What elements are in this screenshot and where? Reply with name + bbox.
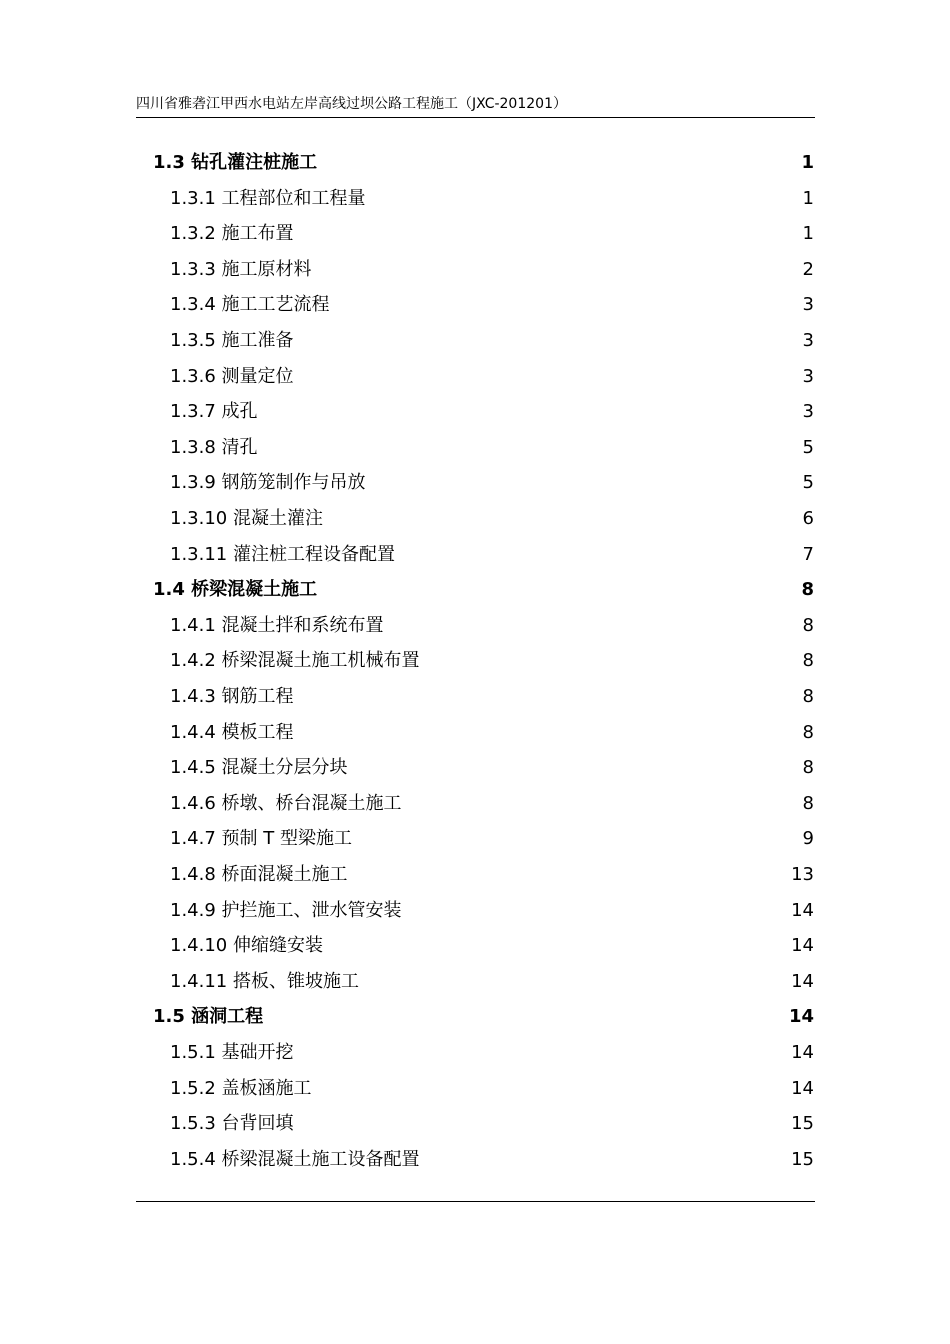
page-header: 四川省雅砻江甲西水电站左岸高线过坝公路工程施工（JXC-201201） [136,96,567,112]
toc-subsection-entry[interactable] [170,824,814,854]
toc-entry-title: 1.4.8 桥面混凝土施工 [170,864,348,885]
toc-entry-page-number: 8 [802,650,814,671]
toc-entry-title: 1.3.8 清孔 [170,437,258,458]
toc-subsection-entry[interactable] [170,789,814,819]
toc-entry-page-number: 3 [802,366,814,387]
toc-entry-page-number: 14 [791,935,814,956]
toc-entry-title: 1.3.3 施工原材料 [170,259,312,280]
toc-subsection-entry[interactable] [170,967,814,997]
toc-subsection-entry[interactable] [170,611,814,641]
toc-subsection-entry[interactable] [170,646,814,676]
toc-entry-title: 1.5 涵洞工程 [153,1006,264,1027]
toc-entry-page-number: 14 [791,971,814,992]
toc-entry-title: 1.4.2 桥梁混凝土施工机械布置 [170,650,420,671]
toc-subsection-entry[interactable] [170,860,814,890]
toc-entry-title: 1.4.1 混凝土拌和系统布置 [170,615,384,636]
toc-entry-page-number: 7 [802,544,814,565]
toc-subsection-entry[interactable] [170,1038,814,1068]
toc-entry-page-number: 1 [802,188,814,209]
toc-entry-page-number: 3 [802,401,814,422]
toc-entry-title: 1.5.4 桥梁混凝土施工设备配置 [170,1149,420,1170]
toc-entry-title: 1.4.5 混凝土分层分块 [170,757,348,778]
toc-entry-title: 1.3.7 成孔 [170,401,258,422]
toc-subsection-entry[interactable] [170,184,814,214]
toc-entry-title: 1.3.11 灌注桩工程设备配置 [170,544,395,565]
toc-entry-page-number: 14 [791,1042,814,1063]
toc-entry-page-number: 8 [801,579,814,600]
footer-divider [136,1201,815,1202]
toc-subsection-entry[interactable] [170,1145,814,1175]
toc-entry-page-number: 8 [802,686,814,707]
toc-subsection-entry[interactable] [170,468,814,498]
toc-entry-title: 1.5.3 台背回填 [170,1113,294,1134]
toc-entry-title: 1.4.11 搭板、锥坡施工 [170,971,359,992]
toc-subsection-entry[interactable] [170,931,814,961]
toc-entry-page-number: 8 [802,615,814,636]
toc-subsection-entry[interactable] [170,718,814,748]
toc-entry-page-number: 14 [788,1006,814,1027]
toc-entry-page-number: 3 [802,294,814,315]
toc-entry-title: 1.5.2 盖板涵施工 [170,1078,312,1099]
toc-entry-title: 1.3.5 施工准备 [170,330,294,351]
toc-entry-title: 1.4.6 桥墩、桥台混凝土施工 [170,793,402,814]
toc-subsection-entry[interactable] [170,326,814,356]
toc-entry-page-number: 14 [791,900,814,921]
toc-entry-page-number: 8 [802,722,814,743]
toc-subsection-entry[interactable] [170,896,814,926]
toc-entry-page-number: 8 [802,793,814,814]
toc-entry-title: 1.3 钻孔灌注桩施工 [153,152,318,173]
toc-section-entry[interactable] [153,148,814,178]
toc-section-entry[interactable] [153,575,814,605]
toc-entry-page-number: 3 [802,330,814,351]
toc-entry-page-number: 13 [791,864,814,885]
toc-subsection-entry[interactable] [170,290,814,320]
header-divider [136,117,815,118]
toc-entry-title: 1.4 桥梁混凝土施工 [153,579,318,600]
toc-subsection-entry[interactable] [170,219,814,249]
toc-entry-title: 1.3.1 工程部位和工程量 [170,188,366,209]
toc-entry-title: 1.4.10 伸缩缝安装 [170,935,323,956]
toc-entry-title: 1.3.6 测量定位 [170,366,294,387]
toc-subsection-entry[interactable] [170,433,814,463]
toc-entry-title: 1.4.9 护拦施工、泄水管安装 [170,900,402,921]
toc-subsection-entry[interactable] [170,1074,814,1104]
toc-subsection-entry[interactable] [170,540,814,570]
toc-subsection-entry[interactable] [170,255,814,285]
toc-entry-title: 1.3.4 施工工艺流程 [170,294,330,315]
toc-entry-page-number: 15 [791,1149,814,1170]
toc-subsection-entry[interactable] [170,504,814,534]
toc-entry-page-number: 14 [791,1078,814,1099]
toc-subsection-entry[interactable] [170,362,814,392]
toc-entry-title: 1.3.10 混凝土灌注 [170,508,323,529]
toc-entry-title: 1.4.3 钢筋工程 [170,686,294,707]
toc-subsection-entry[interactable] [170,682,814,712]
toc-entry-title: 1.4.7 预制 T 型梁施工 [170,828,352,849]
toc-subsection-entry[interactable] [170,753,814,783]
toc-entry-page-number: 1 [801,152,814,173]
toc-entry-page-number: 9 [802,828,814,849]
toc-subsection-entry[interactable] [170,1109,814,1139]
toc-entry-page-number: 8 [802,757,814,778]
toc-entry-page-number: 5 [802,437,814,458]
toc-entry-title: 1.5.1 基础开挖 [170,1042,294,1063]
toc-section-entry[interactable] [153,1002,814,1032]
toc-entry-page-number: 5 [802,472,814,493]
toc-entry-page-number: 15 [791,1113,814,1134]
toc-entry-page-number: 6 [802,508,814,529]
toc-entry-page-number: 1 [802,223,814,244]
toc-subsection-entry[interactable] [170,397,814,427]
toc-entry-title: 1.4.4 模板工程 [170,722,294,743]
toc-entry-title: 1.3.2 施工布置 [170,223,294,244]
toc-entry-page-number: 2 [802,259,814,280]
toc-entry-title: 1.3.9 钢筋笼制作与吊放 [170,472,366,493]
